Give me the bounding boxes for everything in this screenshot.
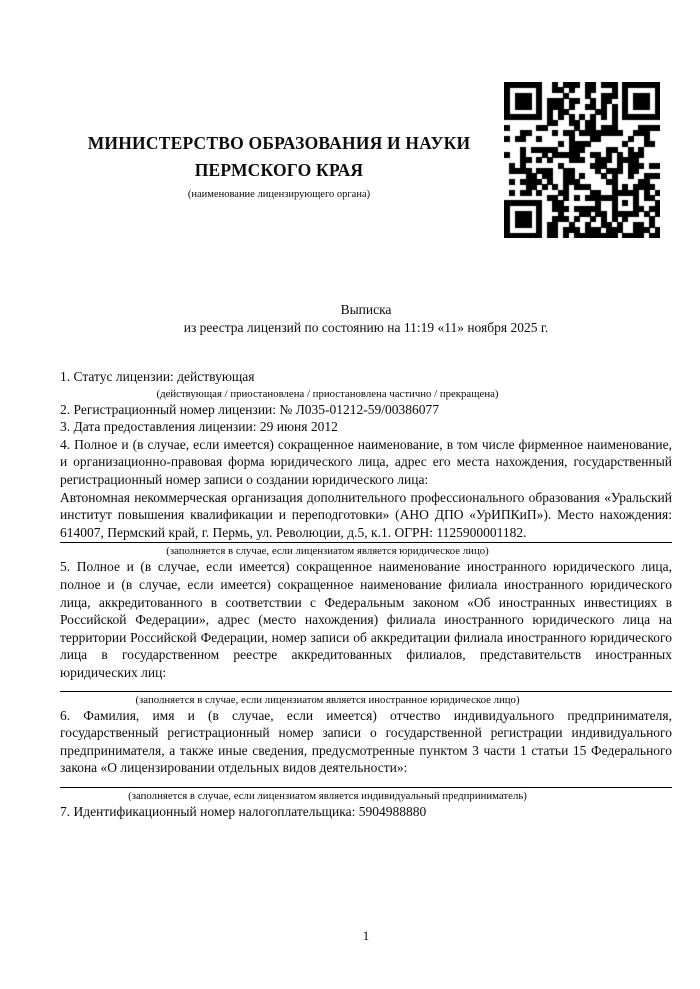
qr-code bbox=[504, 82, 660, 238]
legal-entity-clause-text: 4. Полное и (в случае, если имеется) сокращенное наименование, в том числе фирменное наименование, и организационно-правовая форма юридического лица, адрес его места нахождения, государственный регистрационный номер записи о создании юридического лица: bbox=[60, 436, 672, 487]
foreign-entity-fill-rule bbox=[60, 691, 672, 692]
document-body bbox=[60, 368, 672, 820]
legal-entity-caption: (заполняется в случае, если лицензиатом является юридическое лицо) bbox=[166, 545, 489, 558]
registration-number-line: 2. Регистрационный номер лицензии: № Л035-01212-59/00386077 bbox=[60, 401, 440, 417]
licensing-authority-header bbox=[40, 130, 518, 201]
qr-code-canvas bbox=[504, 82, 660, 238]
foreign-entity-caption: (заполняется в случае, если лицензиатом является иностранное юридическое лицо) bbox=[135, 693, 520, 706]
ministry-name-line2: ПЕРМСКОГО КРАЯ bbox=[194, 160, 364, 180]
ministry-name-caption: (наименование лицензирующего органа) bbox=[187, 189, 371, 200]
foreign-entity-clause-text: 5. Полное и (в случае, если имеется) сокращенное наименование иностранного юридического лица, полное и (в случае, если имеется) сокращенное наименование филиала иностранного юридического лица, аккредитованного в соответствии с Федеральным законом «Об иностранных инвестициях в Российской Федерации», адрес (место нахождения) филиала иностранного юридического лица на территории Российской Федерации, номер записи об аккредитации филиала иностранного юридического лица в государственном реестре аккредитованных филиалов, представительств иностранных юридических лиц: bbox=[60, 559, 672, 680]
document-title-line2: из реестра лицензий по состоянию на 11:19 «11» ноября 2025 г. bbox=[183, 319, 549, 335]
entrepreneur-fill-rule bbox=[60, 787, 672, 788]
document-title-line1: Выписка bbox=[340, 302, 392, 317]
document-title bbox=[60, 301, 672, 336]
license-status-line: 1. Статус лицензии: действующая bbox=[60, 369, 255, 384]
entrepreneur-caption: (заполняется в случае, если лицензиатом является индивидуальный предприниматель) bbox=[128, 789, 527, 802]
ministry-name-line1: МИНИСТЕРСТВО ОБРАЗОВАНИЯ И НАУКИ bbox=[87, 133, 471, 153]
license-grant-date-line: 3. Дата предоставления лицензии: 29 июня 2012 bbox=[60, 419, 338, 435]
entrepreneur-clause-text: 6. Фамилия, имя и (в случае, если имеется) отчество индивидуального предпринимателя, государственный регистрационный номер записи о государственной регистрации индивидуального предпринимателя, а также иные сведения, предусмотренные пунктом 3 части 1 статьи 15 Федерального закона «О лицензировании отдельных видов деятельности»: bbox=[60, 707, 672, 776]
legal-entity-fill-rule bbox=[60, 542, 672, 543]
page-number: 1 bbox=[362, 928, 370, 943]
legal-entity-clause-value: Автономная некоммерческая организация дополнительного профессионального образования «Уральский институт повышения квалификации и переподготовки» (АНО ДПО «УрИПКиП»). Место нахождения: 614007, Пермский край, г. Пермь, ул. Революции, д.5, к.1. ОГРН: 1125900001182. bbox=[60, 489, 672, 540]
license-status-options-caption: (действующая / приостановлена / приостановлена частично / прекращена) bbox=[156, 387, 499, 400]
taxpayer-id-line: 7. Идентификационный номер налогоплательщика: 5904988880 bbox=[60, 803, 427, 819]
